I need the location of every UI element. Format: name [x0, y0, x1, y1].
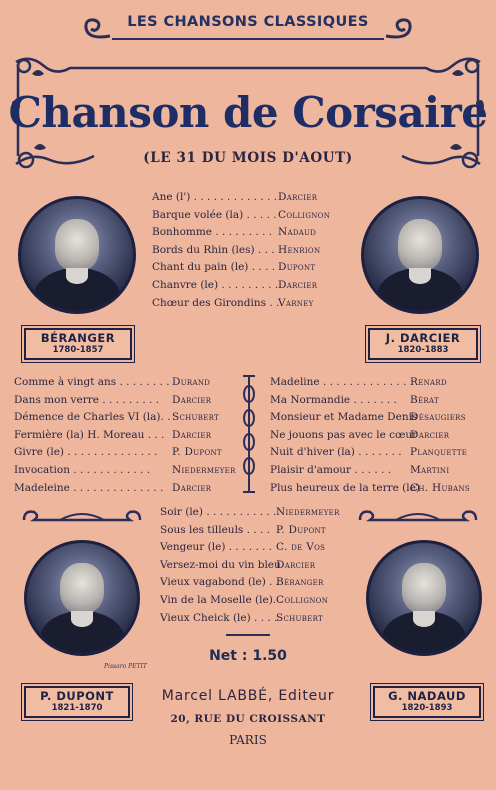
song-row [152, 244, 388, 262]
portrait-dupont [24, 540, 140, 656]
song-title: Ne jouons pas avec le cœur [270, 428, 418, 441]
song-row [270, 429, 496, 447]
song-composer: Durand [172, 376, 211, 388]
song-composer: Darcier [278, 191, 318, 203]
song-title: Plus heureux de la terre (le) [270, 481, 420, 494]
price: Net : 1.50 [209, 648, 287, 664]
song-title: Vin de la Moselle (le). . [160, 594, 283, 606]
song-row [152, 209, 388, 227]
song-composer: Niedermeyer [172, 464, 236, 476]
song-composer: Henrion [278, 243, 321, 256]
song-title: Sous les tilleuls . . . . [160, 523, 271, 536]
song-row [152, 226, 388, 244]
song-composer: Désaugiers [410, 411, 466, 424]
scroll-ornament-icon [80, 14, 114, 42]
photo-credit: Pissaro PETIT [104, 663, 147, 670]
song-row [270, 411, 496, 429]
scroll-ornament-icon [20, 506, 144, 526]
song-composer: Nadaud [278, 226, 317, 239]
vertical-chain-ornament-icon [240, 374, 258, 494]
song-title: Madeline . . . . . . . . . . . . . [270, 376, 407, 388]
song-title: Chœur des Girondins . . [152, 296, 280, 309]
song-row [270, 376, 496, 394]
song-row [152, 279, 388, 297]
publisher: Marcel LABBÉ, Editeur [161, 688, 335, 704]
song-subtitle: (LE 31 DU MOIS D'AOUT) [143, 150, 353, 166]
song-title: Bords du Rhin (les) . . . [152, 243, 275, 256]
song-title: Nuit d'hiver (la) . . . . . . . [270, 446, 402, 459]
portrait-name: J. DARCIER [385, 331, 461, 345]
header-rule [112, 38, 384, 40]
divider-ornament-icon [224, 632, 272, 638]
song-title: Soir (le) . . . . . . . . . . . [160, 506, 277, 518]
song-title: Monsieur et Madame Denis [270, 411, 418, 424]
publisher-address: 20, RUE DU CROISSANT [170, 713, 326, 725]
song-title: Ane (l') . . . . . . . . . . . . . [152, 191, 278, 203]
song-row [270, 394, 496, 412]
song-row [152, 191, 388, 209]
song-row [160, 559, 386, 577]
song-title: Plaisir d'amour . . . . . . [270, 464, 392, 476]
song-row [152, 261, 388, 279]
song-title: Bonhomme . . . . . . . . . [152, 226, 273, 239]
song-row [270, 482, 496, 500]
song-composer: Bérat [410, 393, 439, 406]
portrait-dates: 1820-1893 [401, 703, 453, 713]
song-composer: Schubert [172, 411, 220, 424]
song-title: Ma Normandie . . . . . . . [270, 393, 397, 406]
portrait-name: G. NADAUD [388, 689, 466, 703]
scroll-ornament-icon [382, 14, 416, 42]
song-composer: Darcier [276, 558, 316, 571]
scroll-ornament-icon [356, 506, 480, 526]
publisher-city: PARIS [229, 733, 267, 747]
portrait-name: P. DUPONT [40, 689, 114, 703]
song-composer: Planquette [410, 446, 468, 459]
song-composer: Ch. Hubans [410, 481, 470, 494]
song-title: Barque volée (la) . . . . . [152, 208, 277, 221]
song-row [160, 594, 386, 612]
namebox-beranger [24, 328, 132, 360]
song-composer: Darcier [410, 428, 450, 441]
song-composer: Varney [278, 296, 314, 309]
song-composer: Martini [410, 464, 450, 476]
song-title: Démence de Charles VI (la). . [14, 411, 171, 424]
portrait-dates: 1780-1857 [52, 345, 104, 355]
song-title: Dans mon verre . . . . . . . . . [14, 393, 160, 406]
portrait-dates: 1821-1870 [51, 703, 103, 713]
song-composer: Darcier [278, 279, 318, 291]
song-composer: Darcier [172, 393, 212, 406]
song-row [270, 446, 496, 464]
song-composer: Béranger [276, 576, 324, 589]
series-title: LES CHANSONS CLASSIQUES [127, 14, 369, 30]
song-title: Chanvre (le) . . . . . . . . . [152, 279, 279, 291]
song-row [160, 612, 386, 630]
namebox-darcier [368, 328, 478, 360]
song-composer: Collignon [276, 594, 329, 606]
song-row [270, 464, 496, 482]
song-title: Versez-moi du vin bleu [160, 558, 281, 571]
portrait-dates: 1820-1883 [397, 345, 449, 355]
song-title: Vieux Cheick (le) . . . . [160, 611, 278, 624]
song-row [160, 524, 386, 542]
song-row [160, 541, 386, 559]
song-title: Chant du pain (le) . . . . [152, 261, 276, 274]
song-composer: Darcier [172, 428, 212, 441]
song-title: Vengeur (le) . . . . . . . [160, 541, 273, 554]
song-title: Madeleine . . . . . . . . . . . . . . [14, 481, 164, 494]
song-composer: Niedermeyer [276, 506, 340, 518]
song-composer: Collignon [278, 208, 331, 221]
song-composer: Renard [410, 376, 447, 388]
song-title: Givre (le) . . . . . . . . . . . . . . [14, 446, 158, 459]
song-composer: P. Dupont [276, 523, 326, 536]
song-composer: Schubert [276, 611, 324, 624]
portrait-beranger [18, 196, 136, 314]
song-composer: Dupont [278, 261, 316, 274]
song-title: Vieux vagabond (le) . . [160, 576, 280, 589]
song-title: Chanson de Corsaire [8, 88, 488, 137]
song-composer: Darcier [172, 481, 212, 494]
song-title: Fermière (la) H. Moreau . . . [14, 428, 165, 441]
song-row [152, 297, 388, 315]
song-title: Comme à vingt ans . . . . . . . . [14, 376, 170, 388]
song-row [160, 506, 386, 524]
song-row [160, 576, 386, 594]
song-composer: P. Dupont [172, 446, 222, 459]
portrait-name: BÉRANGER [40, 331, 116, 345]
song-title: Invocation . . . . . . . . . . . . [14, 464, 151, 476]
song-composer: C. de Vos [276, 541, 326, 554]
